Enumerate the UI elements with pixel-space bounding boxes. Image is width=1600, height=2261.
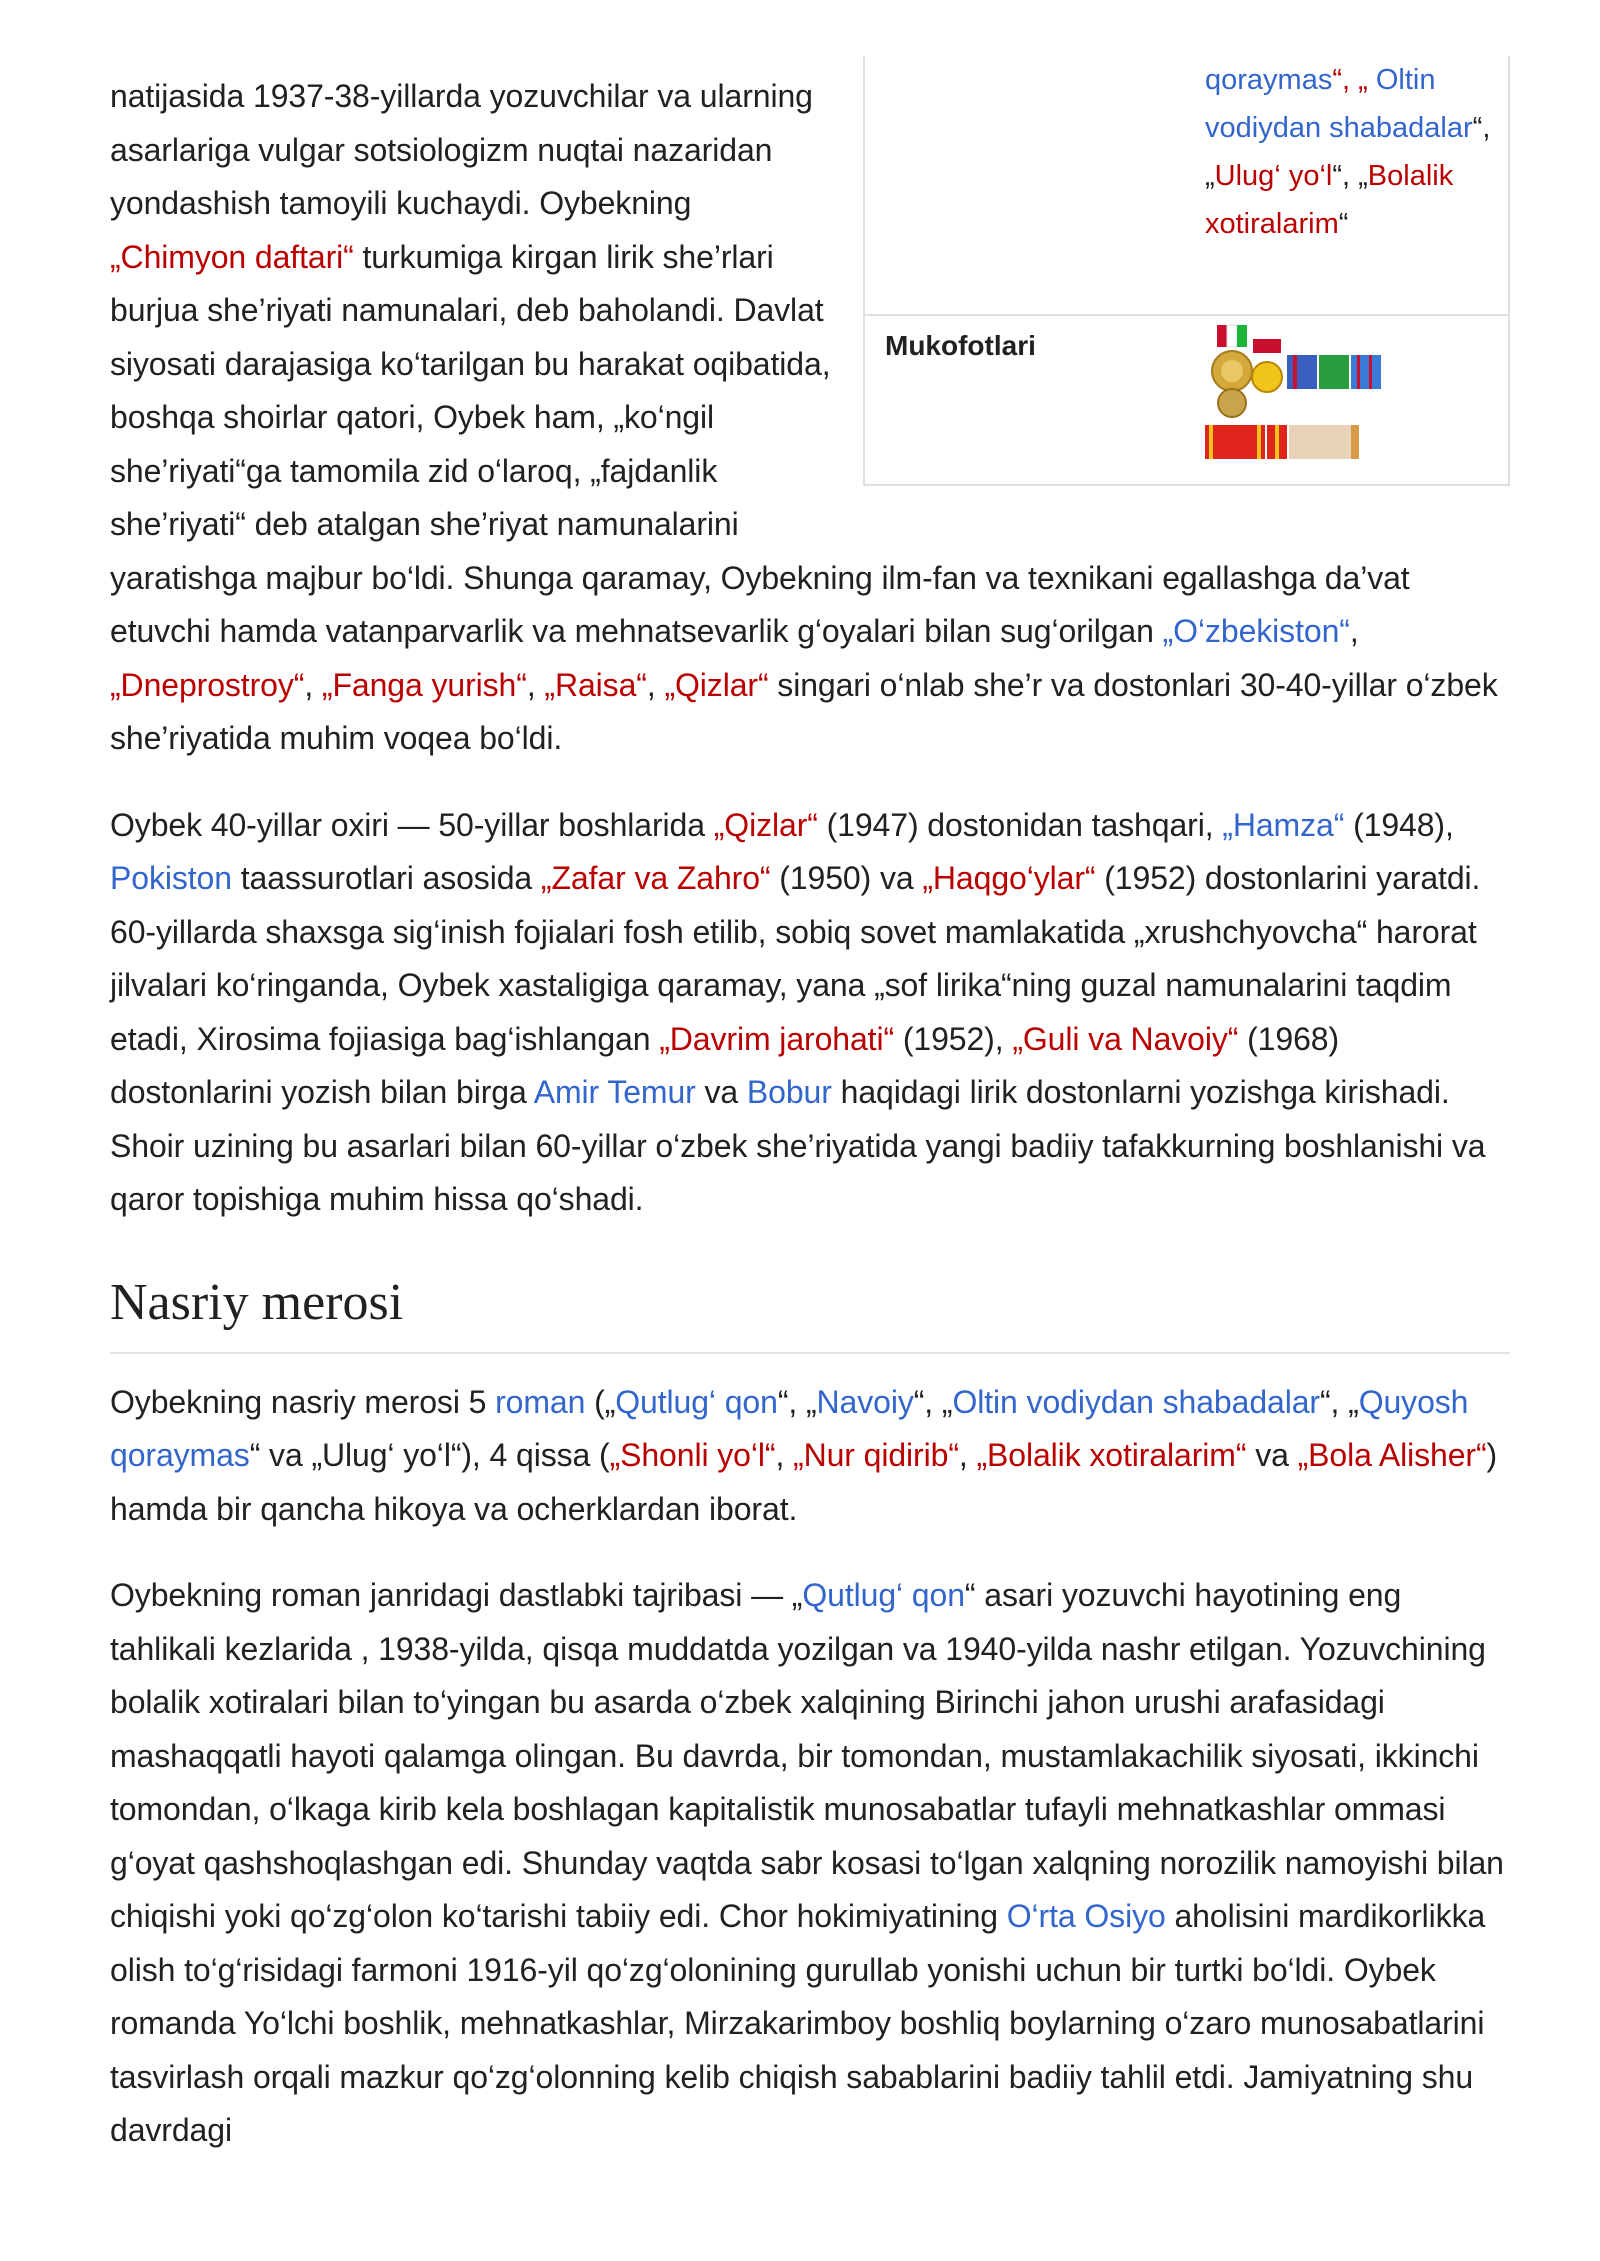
- wiki-link[interactable]: Quyosh qoraymas: [110, 1383, 1469, 1473]
- wiki-redlink[interactable]: Ulug‘ yo‘l: [1214, 160, 1333, 192]
- text-run: natijasida 1937-38-yillarda yozuvchilar va ularning asarlariga vulgar sotsiologizm nuqtai nazaridan yondashish tamoyili kuchaydi. Oybekning: [110, 78, 813, 221]
- text-run: (1952),: [894, 1020, 1013, 1057]
- text-run: ,: [646, 666, 665, 703]
- wiki-redlink[interactable]: „Chimyon daftari“: [110, 238, 354, 275]
- awards-images: [1205, 316, 1508, 484]
- wiki-link[interactable]: qoraymas: [1205, 64, 1333, 96]
- text-run: (1948),: [1344, 806, 1454, 843]
- wiki-redlink[interactable]: „Qizlar“: [664, 666, 769, 703]
- wiki-link[interactable]: Bobur: [746, 1074, 832, 1110]
- text-run: Oybek 40-yillar oxiri — 50-yillar boshlarida: [110, 806, 714, 843]
- article-content: [110, 64, 1510, 2158]
- wiki-redlink[interactable]: „Zafar va Zahro“: [540, 860, 771, 896]
- text-run: ,: [1349, 613, 1359, 649]
- wiki-redlink[interactable]: „Nur qidirib“: [793, 1437, 959, 1473]
- wiki-redlink[interactable]: „Dneprostroy“: [110, 666, 305, 703]
- paragraph-prose-legacy: [110, 1376, 1510, 1537]
- wiki-redlink[interactable]: „Davrim jarohati“: [659, 1020, 895, 1057]
- wiki-redlink[interactable]: „Qizlar“: [713, 806, 818, 843]
- text-run: ,: [304, 666, 322, 703]
- wiki-link[interactable]: „O‘zbekiston“: [1162, 613, 1350, 649]
- wiki-link[interactable]: Qutlug‘ qon: [615, 1383, 778, 1420]
- wiki-redlink[interactable]: „Haqgo‘ylar“: [922, 860, 1096, 896]
- text-run: ,: [958, 1437, 977, 1473]
- text-run: aholisini mardikorlikka olish to‘g‘risidagi farmoni 1916-yil qo‘zg‘olonining gurullab yonishi uchun bir turtki bo‘ldi. Oybek romanda Yo‘lchi boshlik, mehnatkashlar, Mirzakarimboy boshliq boylarning o‘zaro munosabatlarini tasvirlash orqali mazkur qo‘zg‘olonning kelib chiqish sabablarini badiiy tahlil etdi. Jamiyatning shu davrdagi: [110, 1898, 1486, 2148]
- infobox-label-awards: Mukofotlari: [885, 330, 1036, 361]
- text-run: va: [1246, 1437, 1298, 1473]
- wiki-link[interactable]: Oltin vodiydan shabadalar: [1205, 64, 1473, 144]
- infobox-label-empty: [865, 56, 1205, 314]
- text-run: “, „: [777, 1383, 817, 1420]
- wiki-redlink[interactable]: „Bola Alisher“: [1297, 1437, 1487, 1473]
- text-run: (1950) va: [770, 860, 923, 896]
- wiki-redlink[interactable]: „Bolalik xotiralarim“: [976, 1437, 1247, 1473]
- wiki-link[interactable]: O‘rta Osiyo: [1006, 1898, 1166, 1934]
- text-run: ,: [775, 1437, 794, 1473]
- wiki-link[interactable]: Oltin vodiydan shabadalar: [952, 1383, 1320, 1420]
- text-run: “, „: [913, 1383, 953, 1420]
- text-run: ,: [526, 666, 545, 703]
- text-run: (1947) dostonidan tashqari,: [817, 806, 1223, 843]
- wiki-link[interactable]: Qutlug‘ qon: [802, 1577, 965, 1613]
- text-run: “ va „Ulug‘ yo‘l“), 4 qissa (: [249, 1437, 610, 1473]
- text-run: haqidagi lirik dostonlarni yozishga kirishadi. Shoir uzining bu asarlari bilan 60-yillar o‘zbek she’riyatida yangi badiiy tafakkurning boshlanishi va qaror topishiga muhim hissa qo‘shadi.: [110, 1074, 1486, 1217]
- wiki-redlink[interactable]: „Raisa“: [544, 666, 647, 703]
- section-heading-nasriy-merosi: Nasriy merosi: [110, 1273, 1510, 1354]
- text-run: Oybekning roman janridagi dastlabki tajribasi — „: [110, 1577, 803, 1613]
- wiki-link[interactable]: „Hamza“: [1222, 806, 1345, 843]
- text-run: va: [695, 1074, 747, 1110]
- wiki-redlink[interactable]: Bolalik xotiralarim: [1205, 160, 1454, 240]
- infobox-works-list: [1205, 56, 1508, 314]
- wiki-redlink[interactable]: „Shonli yo‘l“: [609, 1437, 776, 1473]
- text-run: “, „: [1332, 160, 1368, 192]
- text-run: taassurotlari asosida: [231, 860, 541, 896]
- text-run: “, „: [1205, 112, 1491, 192]
- text-run: “ asari yozuvchi hayotining eng tahlikali kezlarida , 1938-yilda, qisqa muddatda yozilgan va 1940-yilda nashr etilgan. Yozuvchining bolalik xotiralari bilan to‘yingan bu asarda o‘zbek xalqining Birinchi jahon urushi arafasidagi mashaqqatli hayoti qalamga olingan. Bu davrda, bir tomondan, mustamlakachilik siyosati, ikkinchi tomondan, o‘lkaga kirib kela boshlagan kapitalistik munosabatlar tufayli mehnatkashlar ommasi g‘oyat qashshoqlashgan edi. Shunday vaqtda sabr kosasi to‘lgan xalqning norozilik namoyishi bilan chiqishi yoki qo‘zg‘olon ko‘tarishi tabiiy edi. Chor hokimiyatining: [110, 1577, 1504, 1934]
- wiki-link[interactable]: Pokiston: [110, 860, 232, 896]
- wiki-redlink[interactable]: “, „: [1332, 64, 1368, 96]
- text-run: singari o‘nlab she’r va dostonlari 30-40-yillar o‘zbek she’riyatida muhim voqea bo‘ldi.: [110, 666, 1498, 756]
- text-run: (1952) dostonlarini yaratdi. 60-yillarda shaxsga sig‘inish fojialari fosh etilib, sobiq sovet mamlakatida „xrushchyovcha“ harorat jilvalari ko‘ringanda, Oybek xastaligiga qaramay, yana „sof lirika“ning guzal namunalarini taqdim etadi, Xirosima fojiasiga bag‘ishlangan: [110, 860, 1481, 1057]
- wiki-redlink[interactable]: „Fanga yurish“: [321, 666, 527, 703]
- infobox-row-works: [865, 56, 1508, 314]
- wiki-link[interactable]: Navoiy: [816, 1383, 914, 1420]
- text-run: (1968) dostonlarini yozish bilan birga: [110, 1020, 1340, 1110]
- infobox: [863, 56, 1510, 486]
- text-run: („: [585, 1383, 616, 1420]
- wiki-redlink[interactable]: „Guli va Navoiy“: [1012, 1020, 1239, 1057]
- text-run: “, „: [1319, 1383, 1359, 1420]
- paragraph-qutlug-qon: [110, 1569, 1510, 2158]
- text-run: “: [1338, 208, 1349, 240]
- infobox-row-awards: [865, 314, 1508, 484]
- medals-icon[interactable]: [1205, 316, 1425, 474]
- text-run: ) hamda bir qancha hikoya va ocherklardan iborat.: [110, 1437, 1498, 1527]
- paragraph-poetry-1940s-60s: [110, 799, 1510, 1227]
- wiki-link[interactable]: roman: [495, 1383, 586, 1420]
- text-run: turkumiga kirgan lirik she’rlari burjua she’riyati namunalari, deb baholandi. Davlat siyosati darajasiga ko‘tarilgan bu harakat oqibatida, boshqa shoirlar qatori, Oybek ham, „ko‘ngil she’riyati“ga tamomila zid o‘laroq, „fajdanlik she’riyati“ deb atalgan she’riyat namunalarini yaratishga majbur bo‘ldi. Shunga qaramay, Oybekning ilm-fan va texnikani egallashga da’vat etuvchi hamda vatanparvarlik va mehnatsevarlik g‘oyalari bilan sug‘orilgan: [110, 238, 1410, 649]
- text-run: Oybekning nasriy merosi 5: [110, 1383, 496, 1420]
- wiki-link[interactable]: Amir Temur: [533, 1074, 696, 1110]
